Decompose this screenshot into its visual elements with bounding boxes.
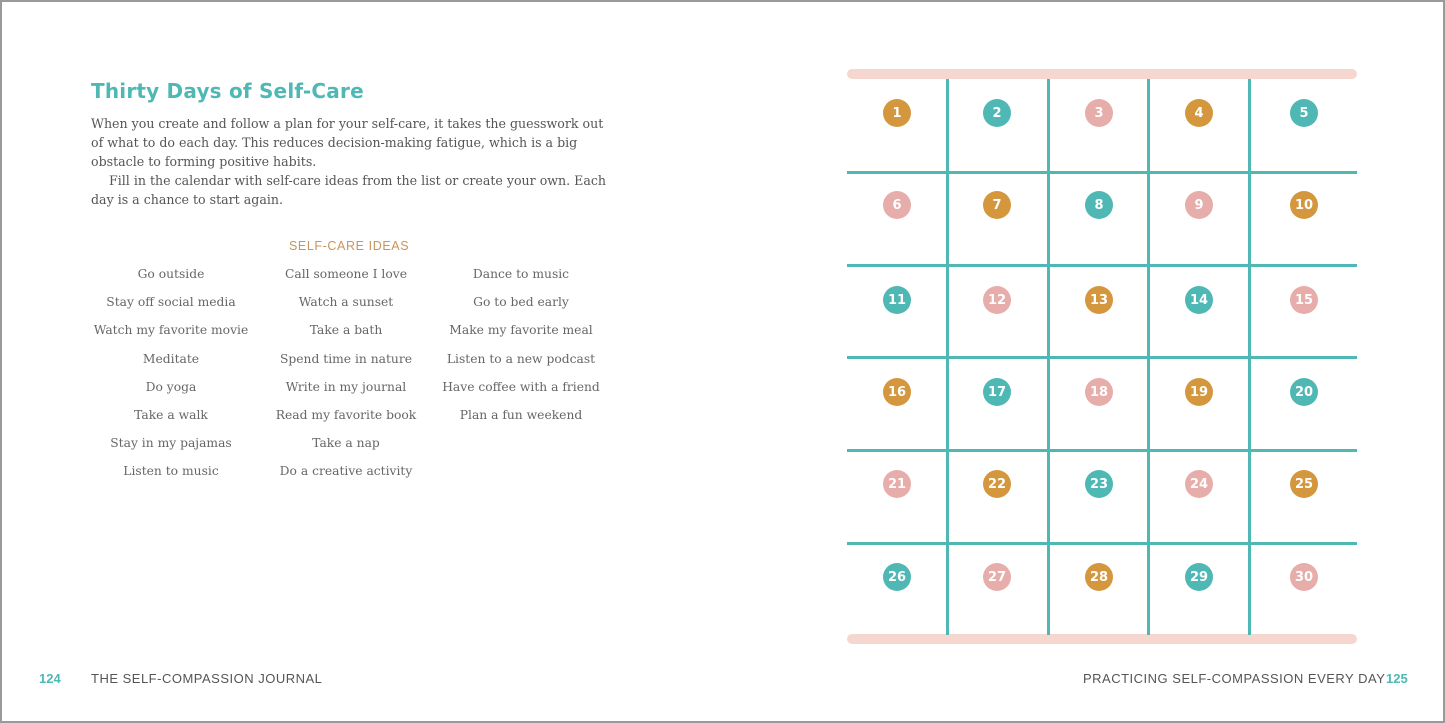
page-title: Thirty Days of Self-Care	[91, 79, 364, 103]
day-30-badge: 30	[1290, 563, 1318, 591]
day-21-badge: 21	[883, 470, 911, 498]
idea-item: Stay in my pajamas	[110, 436, 232, 451]
day-15-badge: 15	[1290, 286, 1318, 314]
day-5-badge: 5	[1290, 99, 1318, 127]
grid-row-line	[847, 542, 1357, 545]
idea-item: Plan a fun weekend	[459, 407, 583, 422]
right-running-head: PRACTICING SELF-COMPASSION EVERY DAY	[1083, 671, 1386, 686]
idea-item: Go to bed early	[473, 295, 569, 310]
grid-col-line	[1047, 79, 1050, 635]
idea-item: Take a walk	[134, 407, 208, 422]
idea-item: Read my favorite book	[275, 407, 417, 422]
idea-item: Have coffee with a friend	[442, 379, 600, 394]
intro-paragraph-2: Fill in the calendar with self-care ideas from the list or create your own. Each day is a chance to start again.	[91, 173, 607, 207]
day-23-badge: 23	[1085, 470, 1113, 498]
right-page-number: 125	[1386, 671, 1408, 686]
day-12-badge: 12	[983, 286, 1011, 314]
idea-item: Go outside	[137, 267, 205, 281]
day-28-badge: 28	[1085, 563, 1113, 591]
ideas-column-3	[426, 264, 616, 433]
intro-paragraph-1: When you create and follow a plan for your self-care, it takes the guesswork out of what to do each day. This reduces decision-making fatigue, which is a big obstacle to forming positive habits.	[91, 116, 604, 169]
day-3-badge: 3	[1085, 99, 1113, 127]
ideas-column-1	[76, 264, 266, 490]
idea-item: Take a nap	[312, 436, 380, 451]
idea-item: Do a creative activity	[279, 464, 413, 479]
day-17-badge: 17	[983, 378, 1011, 406]
day-22-badge: 22	[983, 470, 1011, 498]
day-4-badge: 4	[1185, 99, 1213, 127]
intro-text	[91, 114, 611, 209]
day-29-badge: 29	[1185, 563, 1213, 591]
day-16-badge: 16	[883, 378, 911, 406]
idea-item: Meditate	[142, 351, 200, 366]
grid-row-line	[847, 449, 1357, 452]
day-18-badge: 18	[1085, 378, 1113, 406]
idea-item: Write in my journal	[285, 379, 407, 394]
idea-item: Listen to a new podcast	[446, 351, 596, 366]
day-19-badge: 19	[1185, 378, 1213, 406]
ideas-column-2	[251, 264, 441, 490]
day-20-badge: 20	[1290, 378, 1318, 406]
day-9-badge: 9	[1185, 191, 1213, 219]
calendar-bottom-bar	[847, 634, 1357, 644]
day-11-badge: 11	[883, 286, 911, 314]
left-page-number: 124	[39, 671, 61, 686]
grid-col-line	[946, 79, 949, 635]
idea-item: Make my favorite meal	[449, 323, 593, 338]
day-14-badge: 14	[1185, 286, 1213, 314]
day-10-badge: 10	[1290, 191, 1318, 219]
grid-row-line	[847, 356, 1357, 359]
grid-col-line	[1248, 79, 1251, 635]
day-13-badge: 13	[1085, 286, 1113, 314]
idea-item: Watch a sunset	[298, 295, 394, 310]
day-25-badge: 25	[1290, 470, 1318, 498]
idea-item: Watch my favorite movie	[93, 323, 249, 338]
grid-col-line	[1147, 79, 1150, 635]
idea-item: Dance to music	[472, 267, 570, 281]
day-1-badge: 1	[883, 99, 911, 127]
calendar-top-bar	[847, 69, 1357, 79]
idea-item: Listen to music	[123, 464, 219, 479]
idea-item: Stay off social media	[106, 295, 236, 310]
left-running-head: THE SELF-COMPASSION JOURNAL	[91, 671, 323, 686]
day-2-badge: 2	[983, 99, 1011, 127]
day-24-badge: 24	[1185, 470, 1213, 498]
day-8-badge: 8	[1085, 191, 1113, 219]
day-7-badge: 7	[983, 191, 1011, 219]
day-26-badge: 26	[883, 563, 911, 591]
ideas-heading: SELF-CARE IDEAS	[289, 239, 410, 253]
day-6-badge: 6	[883, 191, 911, 219]
idea-item: Call someone I love	[284, 267, 407, 281]
idea-item: Do yoga	[145, 379, 197, 394]
grid-row-line	[847, 171, 1357, 174]
idea-item: Spend time in nature	[279, 351, 413, 366]
day-27-badge: 27	[983, 563, 1011, 591]
idea-item: Take a bath	[309, 323, 383, 338]
calendar-grid	[847, 79, 1357, 635]
grid-row-line	[847, 264, 1357, 267]
